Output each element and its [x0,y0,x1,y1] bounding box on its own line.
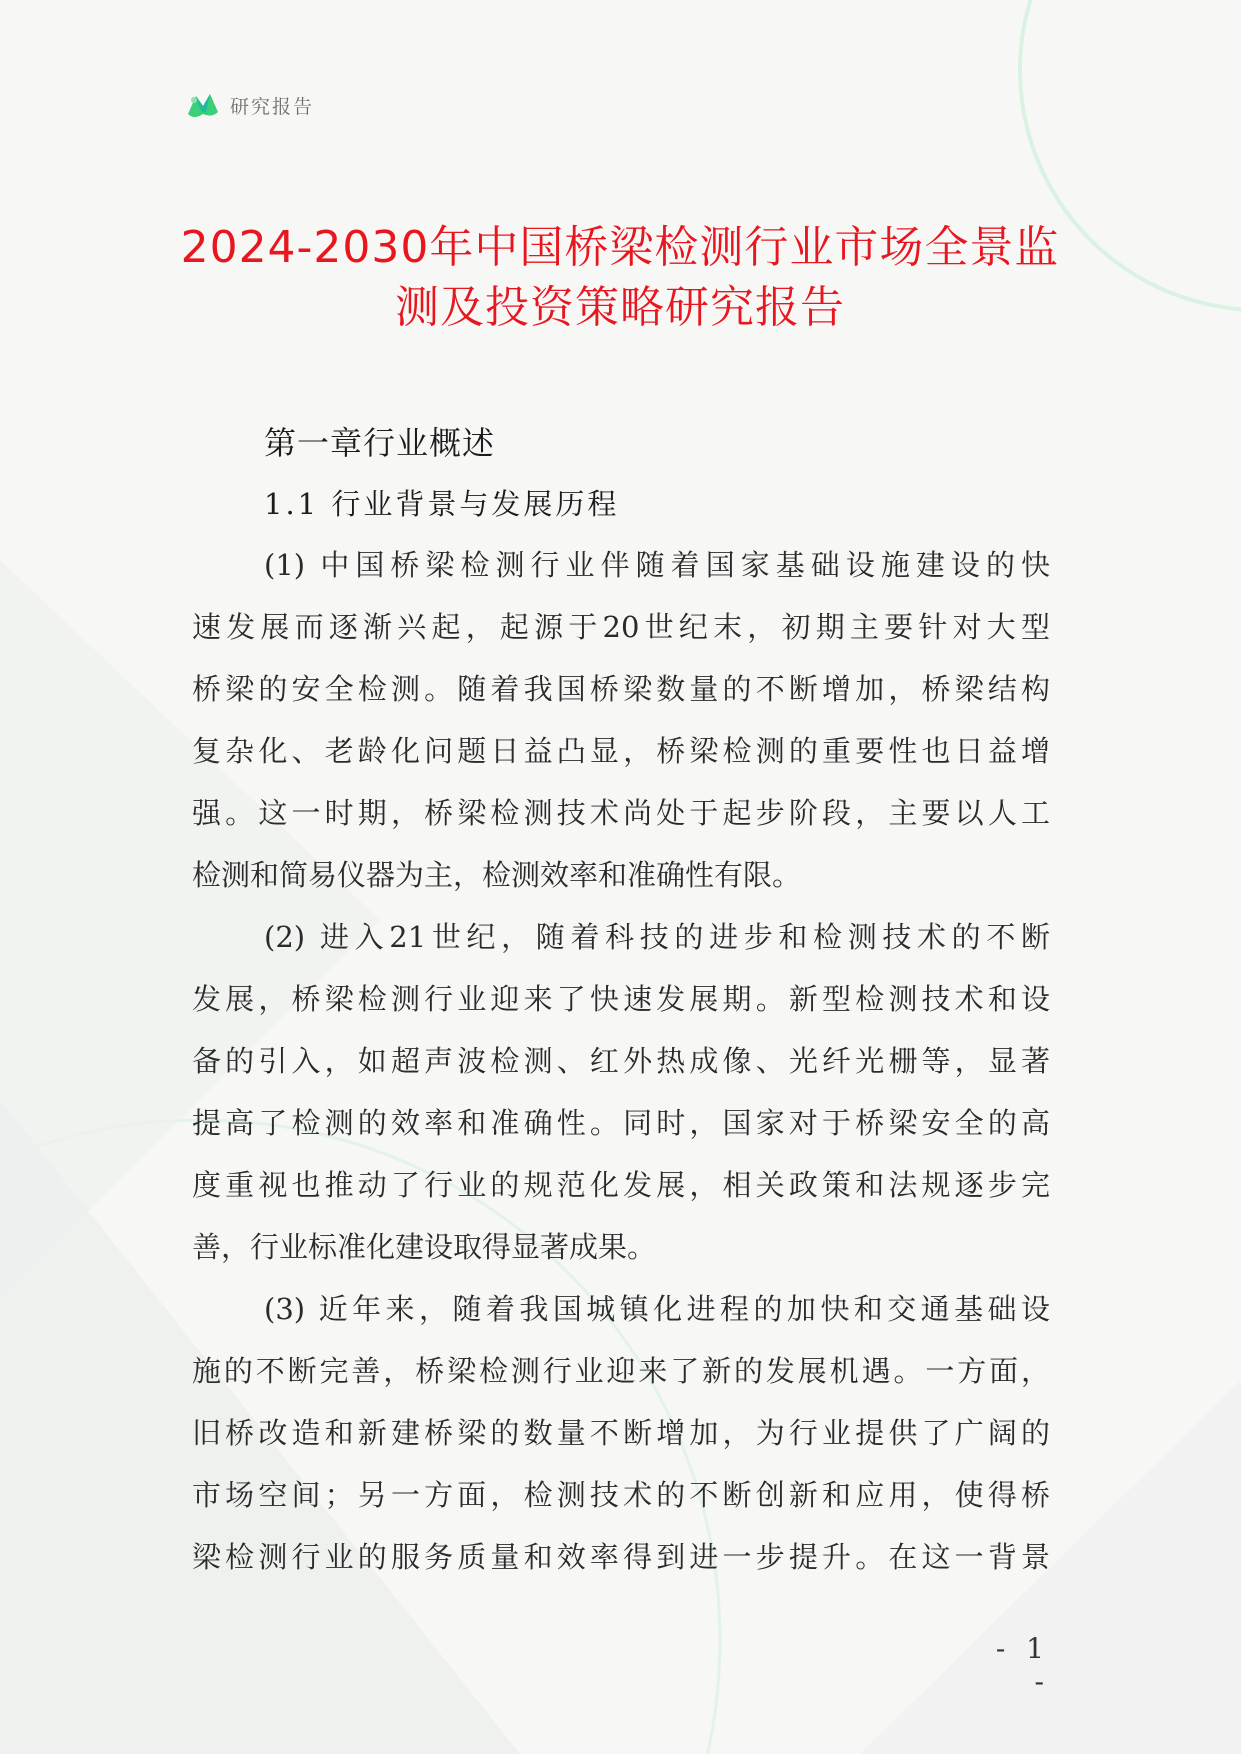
document-title [140,218,1100,338]
text-line: 市场空间；另一方面，检测技术的不断创新和应用，使得桥 [192,1478,1050,1512]
title-line-1: 2024-2030年中国桥梁检测行业市场全景监 [180,222,1060,273]
text-line: 强。这一时期，桥梁检测技术尚处于起步阶段，主要以人工 [192,796,1050,830]
report-header [186,88,314,122]
title-line-2: 测及投资策略研究报告 [395,282,845,333]
text-line: 施的不断完善，桥梁检测行业迎来了新的发展机遇。一方面， [192,1354,1050,1388]
text-line: 提高了检测的效率和准确性。同时，国家对于桥梁安全的高 [192,1106,1050,1140]
page-number: - 1 - [995,1632,1050,1698]
chapter-heading: 第一章行业概述 [264,424,496,462]
paragraph-2 [192,906,1050,1278]
text-line: 检测和简易仪器为主，检测效率和准确性有限。 [192,858,802,892]
body-text [192,534,1050,1588]
text-line: 备的引入，如超声波检测、红外热成像、光纤光栅等，显著 [192,1044,1050,1078]
logo-icon [186,90,220,120]
paragraph-3 [192,1278,1050,1588]
text-line: (2) 进入21世纪，随着科技的进步和检测技术的不断 [264,920,1050,954]
section-heading: 1.1 行业背景与发展历程 [264,487,620,521]
text-line: 速发展而逐渐兴起，起源于20世纪末，初期主要针对大型 [192,610,1050,644]
text-line: 桥梁的安全检测。随着我国桥梁数量的不断增加，桥梁结构 [192,672,1050,706]
text-line: (3) 近年来，随着我国城镇化进程的加快和交通基础设 [264,1292,1050,1326]
text-line: 旧桥改造和新建桥梁的数量不断增加，为行业提供了广阔的 [192,1416,1050,1450]
text-line: (1) 中国桥梁检测行业伴随着国家基础设施建设的快 [264,548,1050,582]
text-line: 发展，桥梁检测行业迎来了快速发展期。新型检测技术和设 [192,982,1050,1016]
text-line: 复杂化、老龄化问题日益凸显，桥梁检测的重要性也日益增 [192,734,1050,768]
text-line: 梁检测行业的服务质量和效率得到进一步提升。在这一背景 [192,1540,1050,1574]
text-line: 度重视也推动了行业的规范化发展，相关政策和法规逐步完 [192,1168,1050,1202]
text-line: 善，行业标准化建设取得显著成果。 [192,1230,657,1264]
paragraph-1 [192,534,1050,906]
header-label: 研究报告 [230,95,315,118]
